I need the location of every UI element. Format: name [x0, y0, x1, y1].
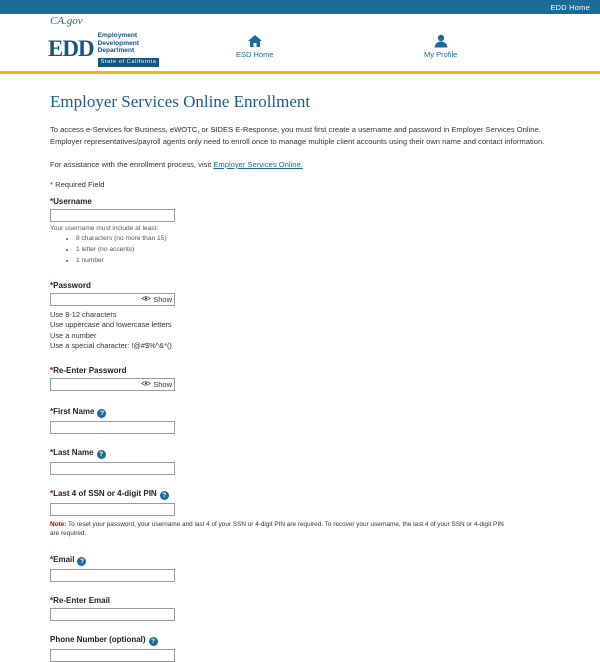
username-hint: Your username must include at least: — [50, 225, 159, 233]
nav-item-my-profile[interactable] — [424, 34, 457, 59]
home-icon — [247, 34, 263, 48]
password-rule: Use a special character: !@#$%^&*() — [50, 341, 172, 351]
email-label — [50, 555, 550, 566]
phone-label — [50, 635, 550, 646]
eye-icon — [141, 380, 151, 389]
email-required-asterisk: * — [50, 554, 54, 564]
ssn-pin-note-text: To reset your password, your username and last 4 of your SSN or 4-digit PIN are required. To recover your username, the last 4 of your SSN or 4-digit PIN are required. — [50, 520, 504, 538]
required-field-note: * Required Field — [50, 180, 105, 190]
password-rule: Use 8-12 characters — [50, 309, 117, 319]
list-item: • 8 characters (no more than 15) — [76, 234, 550, 245]
nav-item-esd-home[interactable] — [236, 34, 274, 59]
edd-logo-line3: Department — [97, 47, 135, 55]
reenter-password-required-asterisk: * — [50, 365, 54, 375]
reenter-email-label — [50, 596, 550, 605]
reenter-password-field-block — [50, 366, 550, 391]
username-field-block — [50, 197, 550, 267]
password-rules — [50, 310, 550, 352]
edd-logo-line1: Employment — [97, 32, 138, 40]
first-name-field-block — [50, 407, 550, 434]
last-name-required-asterisk: * — [50, 447, 54, 457]
ssn-pin-note-label: Note: — [50, 520, 67, 528]
email-label-text: Email — [53, 554, 75, 564]
password-show-label: Show — [153, 294, 172, 304]
help-icon[interactable]: ? — [97, 450, 106, 459]
password-label — [50, 281, 550, 290]
cagov-strip — [0, 14, 600, 28]
reenter-password-input-wrapper — [50, 378, 175, 391]
edd-logo[interactable] — [0, 32, 190, 66]
site-header — [0, 28, 600, 74]
last-name-field-block — [50, 448, 550, 475]
password-required-asterisk: * — [50, 280, 54, 290]
username-required-asterisk: * — [50, 197, 54, 207]
edd-logo-line2: Development — [97, 39, 139, 47]
last-name-label — [50, 448, 550, 459]
edd-logo-state: State of California — [98, 58, 160, 66]
nav-item-esd-home-label: ESD Home — [236, 50, 274, 59]
ssn-pin-label-text: Last 4 of SSN or 4-digit PIN — [53, 488, 157, 498]
page-title: Employer Services Online Enrollment — [50, 92, 311, 111]
edd-logo-mark: EDD — [48, 36, 94, 62]
password-show-button[interactable] — [141, 294, 172, 305]
required-asterisk: * — [50, 180, 53, 190]
help-icon[interactable]: ? — [160, 491, 169, 500]
reenter-email-input[interactable] — [50, 608, 175, 621]
phone-field-block — [50, 635, 550, 662]
first-name-label — [50, 407, 550, 418]
first-name-label-text: First Name — [53, 406, 95, 416]
last-name-label-text: Last Name — [53, 447, 94, 457]
password-rule: Use uppercase and lowercase letters — [50, 320, 172, 330]
list-item: • 1 letter (no accents) — [76, 245, 550, 256]
email-field-block — [50, 555, 550, 582]
reenter-password-show-label: Show — [153, 379, 172, 389]
ssn-pin-label — [50, 489, 550, 500]
cagov-logo[interactable] — [50, 16, 83, 27]
reenter-email-label-text: Re-Enter Email — [53, 595, 111, 605]
cagov-logo-text: CA.gov — [50, 14, 83, 27]
password-label-text: Password — [53, 280, 91, 290]
eye-icon — [141, 295, 151, 304]
username-label — [50, 197, 550, 206]
ssn-pin-field-block — [50, 489, 550, 539]
employer-services-online-link[interactable]: Employer Services Online. — [213, 159, 303, 169]
username-label-text: Username — [53, 197, 92, 207]
last-name-input[interactable] — [50, 462, 175, 475]
reenter-email-field-block — [50, 596, 550, 621]
help-icon[interactable]: ? — [97, 409, 106, 418]
ssn-pin-input[interactable] — [50, 503, 175, 516]
email-input[interactable] — [50, 569, 175, 582]
edd-home-link[interactable]: EDD Home — [550, 2, 590, 12]
reenter-password-label — [50, 366, 550, 375]
password-rule: Use a number — [50, 330, 97, 340]
password-field-block — [50, 281, 550, 352]
reenter-email-required-asterisk: * — [50, 595, 54, 605]
main-content — [0, 74, 600, 662]
reenter-password-label-text: Re-Enter Password — [53, 365, 127, 375]
phone-input[interactable] — [50, 649, 175, 662]
password-input-wrapper — [50, 293, 175, 306]
help-icon[interactable]: ? — [77, 557, 86, 566]
list-item: • 1 number — [76, 256, 550, 267]
nav-item-my-profile-label: My Profile — [424, 50, 458, 59]
reenter-password-show-button[interactable] — [141, 379, 172, 390]
username-input[interactable] — [50, 209, 175, 222]
top-utility-bar — [0, 0, 600, 14]
ssn-pin-required-asterisk: * — [50, 488, 54, 498]
phone-label-text: Phone Number (optional) — [50, 634, 146, 644]
ssn-pin-note — [50, 520, 510, 539]
assistance-text: For assistance with the enrollment process, visit — [50, 159, 214, 169]
first-name-input[interactable] — [50, 421, 175, 434]
intro-paragraph: To access e-Services for Business, eWOTC, or SIDES E-Response, you must first create a username and password in Employer Services Online. Employer representatives/payroll agents only need to enroll once to manage multiple client accounts using their own name and contact information. — [50, 125, 545, 146]
person-icon — [433, 34, 449, 48]
first-name-required-asterisk: * — [50, 406, 54, 416]
username-rules-list — [50, 234, 550, 267]
edd-logo-words — [98, 32, 160, 66]
help-icon[interactable]: ? — [149, 637, 158, 646]
assistance-paragraph — [50, 159, 550, 171]
